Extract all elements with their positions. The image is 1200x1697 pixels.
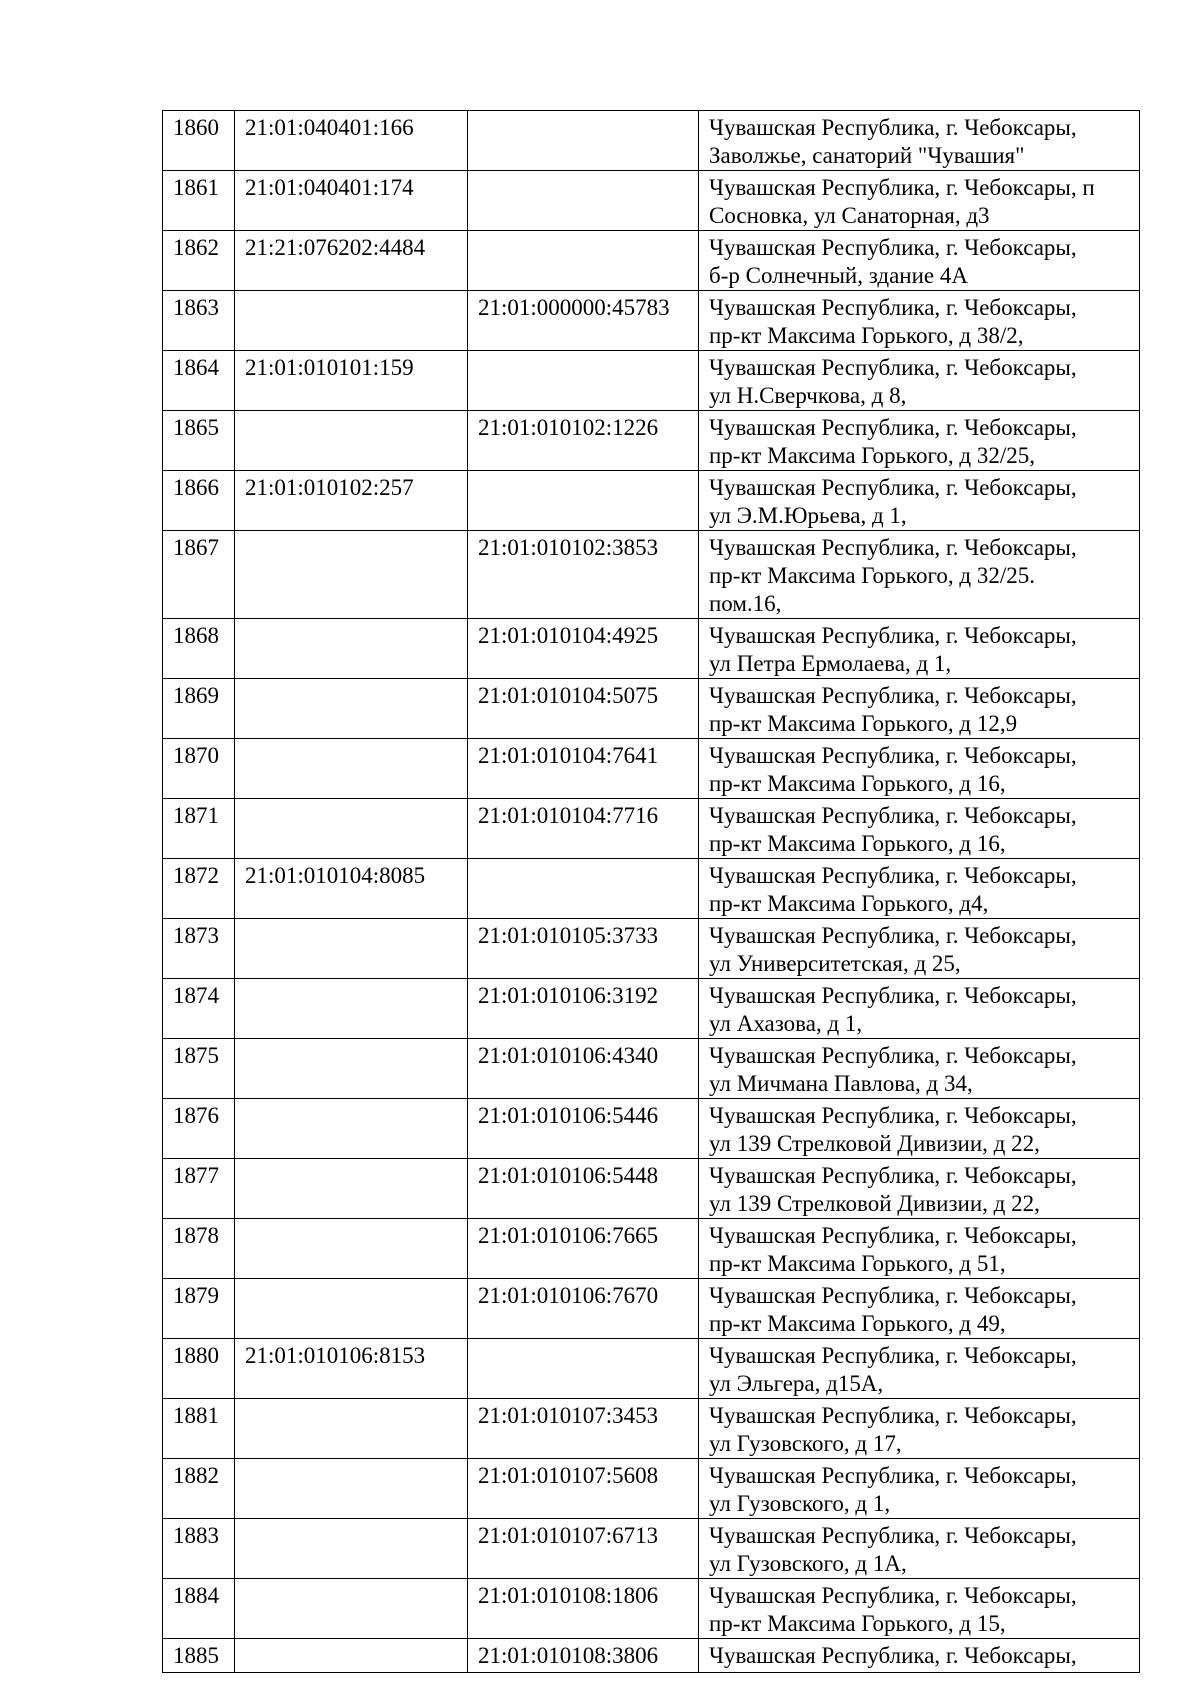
- related-cadastral-number-cell: 21:01:010108:3806: [468, 1639, 699, 1673]
- address-cell: [699, 231, 1140, 291]
- cadastral-number-cell: 21:01:040401:166: [235, 111, 468, 171]
- row-number-cell: 1865: [163, 411, 235, 471]
- address-cell: [699, 739, 1140, 799]
- address-line: Чувашская Республика, г. Чебоксары,: [709, 1403, 1077, 1428]
- row-number-cell: 1885: [163, 1639, 235, 1673]
- table-row: [163, 111, 1140, 171]
- related-cadastral-number-cell: 21:01:010106:5448: [468, 1159, 699, 1219]
- related-cadastral-number-cell: [468, 1339, 699, 1399]
- row-number-cell: 1877: [163, 1159, 235, 1219]
- related-cadastral-number-cell: 21:01:010107:3453: [468, 1399, 699, 1459]
- registry-table-body: [163, 111, 1140, 1673]
- row-number-cell: 1867: [163, 531, 235, 619]
- table-row: [163, 799, 1140, 859]
- row-number-cell: 1874: [163, 979, 235, 1039]
- address-line: ул Гузовского, д 1А,: [709, 1551, 907, 1576]
- row-number-cell: 1864: [163, 351, 235, 411]
- related-cadastral-number-cell: 21:01:010104:5075: [468, 679, 699, 739]
- address-cell: [699, 1399, 1140, 1459]
- address-line: пр-кт Максима Горького, д 38/2,: [709, 323, 1024, 348]
- address-cell: [699, 1639, 1140, 1673]
- cadastral-number-cell: 21:21:076202:4484: [235, 231, 468, 291]
- cadastral-number-cell: [235, 1279, 468, 1339]
- address-line: ул Университетская, д 25,: [709, 951, 961, 976]
- related-cadastral-number-cell: 21:01:010104:4925: [468, 619, 699, 679]
- address-line: Чувашская Республика, г. Чебоксары,: [709, 743, 1077, 768]
- address-line: пр-кт Максима Горького, д 12,9: [709, 711, 1018, 736]
- row-number-cell: 1868: [163, 619, 235, 679]
- address-cell: [699, 1099, 1140, 1159]
- address-line: ул 139 Стрелковой Дивизии, д 22,: [709, 1191, 1040, 1216]
- address-cell: [699, 531, 1140, 619]
- table-row: [163, 171, 1140, 231]
- address-line: Чувашская Республика, г. Чебоксары,: [709, 295, 1077, 320]
- related-cadastral-number-cell: 21:01:010106:7665: [468, 1219, 699, 1279]
- address-line: Чувашская Республика, г. Чебоксары,: [709, 623, 1077, 648]
- table-row: [163, 1399, 1140, 1459]
- address-cell: [699, 111, 1140, 171]
- address-line: Чувашская Республика, г. Чебоксары,: [709, 475, 1077, 500]
- cadastral-number-cell: [235, 1639, 468, 1673]
- row-number-cell: 1880: [163, 1339, 235, 1399]
- address-line: Чувашская Республика, г. Чебоксары,: [709, 983, 1077, 1008]
- address-line: ул Мичмана Павлова, д 34,: [709, 1071, 973, 1096]
- related-cadastral-number-cell: 21:01:010106:7670: [468, 1279, 699, 1339]
- cadastral-number-cell: [235, 291, 468, 351]
- address-cell: [699, 1459, 1140, 1519]
- address-line: Чувашская Республика, г. Чебоксары,: [709, 235, 1077, 260]
- row-number-cell: 1879: [163, 1279, 235, 1339]
- address-line: Чувашская Республика, г. Чебоксары, п: [709, 175, 1095, 200]
- related-cadastral-number-cell: 21:01:010104:7716: [468, 799, 699, 859]
- address-cell: [699, 471, 1140, 531]
- address-line: пр-кт Максима Горького, д 49,: [709, 1311, 1006, 1336]
- cadastral-number-cell: [235, 739, 468, 799]
- cadastral-number-cell: [235, 411, 468, 471]
- table-row: [163, 531, 1140, 619]
- row-number-cell: 1881: [163, 1399, 235, 1459]
- cadastral-number-cell: [235, 1039, 468, 1099]
- related-cadastral-number-cell: 21:01:010104:7641: [468, 739, 699, 799]
- related-cadastral-number-cell: 21:01:010106:3192: [468, 979, 699, 1039]
- address-cell: [699, 1339, 1140, 1399]
- table-row: [163, 291, 1140, 351]
- table-row: [163, 351, 1140, 411]
- address-line: б-р Солнечный, здание 4А: [709, 263, 968, 288]
- table-row: [163, 739, 1140, 799]
- table-row: [163, 679, 1140, 739]
- cadastral-number-cell: [235, 919, 468, 979]
- address-cell: [699, 351, 1140, 411]
- row-number-cell: 1876: [163, 1099, 235, 1159]
- registry-table: [162, 110, 1140, 1673]
- row-number-cell: 1873: [163, 919, 235, 979]
- table-row: [163, 1339, 1140, 1399]
- cadastral-number-cell: [235, 1519, 468, 1579]
- address-line: Чувашская Республика, г. Чебоксары,: [709, 683, 1077, 708]
- row-number-cell: 1875: [163, 1039, 235, 1099]
- row-number-cell: 1882: [163, 1459, 235, 1519]
- address-cell: [699, 1279, 1140, 1339]
- row-number-cell: 1860: [163, 111, 235, 171]
- cadastral-number-cell: [235, 679, 468, 739]
- address-line: пр-кт Максима Горького, д4,: [709, 891, 989, 916]
- address-line: Чувашская Республика, г. Чебоксары,: [709, 355, 1077, 380]
- related-cadastral-number-cell: 21:01:010105:3733: [468, 919, 699, 979]
- table-row: [163, 619, 1140, 679]
- table-row: [163, 471, 1140, 531]
- table-row: [163, 979, 1140, 1039]
- address-line: Чувашская Республика, г. Чебоксары,: [709, 1223, 1077, 1248]
- row-number-cell: 1870: [163, 739, 235, 799]
- address-line: ул Ахазова, д 1,: [709, 1011, 863, 1036]
- address-line: Чувашская Республика, г. Чебоксары,: [709, 1583, 1077, 1608]
- table-row: [163, 1279, 1140, 1339]
- address-cell: [699, 1039, 1140, 1099]
- row-number-cell: 1862: [163, 231, 235, 291]
- table-row: [163, 1639, 1140, 1673]
- address-line: ул Гузовского, д 17,: [709, 1431, 902, 1456]
- address-line: пр-кт Максима Горького, д 32/25.: [709, 563, 1035, 588]
- related-cadastral-number-cell: 21:01:010102:3853: [468, 531, 699, 619]
- address-line: Чувашская Республика, г. Чебоксары,: [709, 115, 1077, 140]
- related-cadastral-number-cell: 21:01:010108:1806: [468, 1579, 699, 1639]
- address-line: пр-кт Максима Горького, д 16,: [709, 831, 1006, 856]
- address-line: Чувашская Республика, г. Чебоксары,: [709, 1103, 1077, 1128]
- address-cell: [699, 979, 1140, 1039]
- address-cell: [699, 171, 1140, 231]
- address-cell: [699, 1579, 1140, 1639]
- table-row: [163, 1519, 1140, 1579]
- related-cadastral-number-cell: [468, 859, 699, 919]
- address-cell: [699, 859, 1140, 919]
- row-number-cell: 1878: [163, 1219, 235, 1279]
- row-number-cell: 1861: [163, 171, 235, 231]
- address-cell: [699, 1219, 1140, 1279]
- address-line: пом.16,: [709, 591, 782, 616]
- table-row: [163, 231, 1140, 291]
- related-cadastral-number-cell: 21:01:000000:45783: [468, 291, 699, 351]
- address-line: пр-кт Максима Горького, д 15,: [709, 1611, 1006, 1636]
- address-cell: [699, 799, 1140, 859]
- cadastral-number-cell: 21:01:010102:257: [235, 471, 468, 531]
- address-line: ул Петра Ермолаева, д 1,: [709, 651, 952, 676]
- table-row: [163, 1159, 1140, 1219]
- address-line: Сосновка, ул Санаторная, д3: [709, 203, 990, 228]
- address-cell: [699, 919, 1140, 979]
- address-line: ул 139 Стрелковой Дивизии, д 22,: [709, 1131, 1040, 1156]
- address-line: ул Н.Сверчкова, д 8,: [709, 383, 907, 408]
- address-line: Заволжье, санаторий "Чувашия": [709, 143, 1025, 168]
- row-number-cell: 1871: [163, 799, 235, 859]
- address-cell: [699, 619, 1140, 679]
- cadastral-number-cell: [235, 1099, 468, 1159]
- row-number-cell: 1883: [163, 1519, 235, 1579]
- related-cadastral-number-cell: 21:01:010107:6713: [468, 1519, 699, 1579]
- address-line: пр-кт Максима Горького, д 32/25,: [709, 443, 1035, 468]
- address-line: пр-кт Максима Горького, д 16,: [709, 771, 1006, 796]
- cadastral-number-cell: [235, 1159, 468, 1219]
- table-row: [163, 859, 1140, 919]
- address-line: пр-кт Максима Горького, д 51,: [709, 1251, 1006, 1276]
- related-cadastral-number-cell: 21:01:010107:5608: [468, 1459, 699, 1519]
- cadastral-number-cell: [235, 619, 468, 679]
- table-row: [163, 1459, 1140, 1519]
- related-cadastral-number-cell: [468, 351, 699, 411]
- cadastral-number-cell: [235, 1399, 468, 1459]
- table-row: [163, 919, 1140, 979]
- address-line: Чувашская Республика, г. Чебоксары,: [709, 1463, 1077, 1488]
- related-cadastral-number-cell: 21:01:010106:5446: [468, 1099, 699, 1159]
- address-line: ул Эльгера, д15А,: [709, 1371, 884, 1396]
- address-cell: [699, 1519, 1140, 1579]
- address-line: Чувашская Республика, г. Чебоксары,: [709, 535, 1077, 560]
- address-line: ул Э.М.Юрьева, д 1,: [709, 503, 907, 528]
- table-row: [163, 1039, 1140, 1099]
- table-row: [163, 1579, 1140, 1639]
- related-cadastral-number-cell: [468, 111, 699, 171]
- table-row: [163, 1219, 1140, 1279]
- address-cell: [699, 679, 1140, 739]
- row-number-cell: 1869: [163, 679, 235, 739]
- address-line: Чувашская Республика, г. Чебоксары,: [709, 1343, 1077, 1368]
- row-number-cell: 1866: [163, 471, 235, 531]
- cadastral-number-cell: [235, 1579, 468, 1639]
- address-line: Чувашская Республика, г. Чебоксары,: [709, 1043, 1077, 1068]
- address-cell: [699, 411, 1140, 471]
- cadastral-number-cell: [235, 979, 468, 1039]
- cadastral-number-cell: [235, 799, 468, 859]
- address-line: ул Гузовского, д 1,: [709, 1491, 891, 1516]
- cadastral-number-cell: 21:01:010106:8153: [235, 1339, 468, 1399]
- row-number-cell: 1863: [163, 291, 235, 351]
- related-cadastral-number-cell: [468, 231, 699, 291]
- related-cadastral-number-cell: [468, 471, 699, 531]
- address-line: Чувашская Республика, г. Чебоксары,: [709, 863, 1077, 888]
- address-line: Чувашская Республика, г. Чебоксары,: [709, 923, 1077, 948]
- cadastral-number-cell: [235, 1459, 468, 1519]
- address-line: Чувашская Республика, г. Чебоксары,: [709, 1163, 1077, 1188]
- cadastral-number-cell: [235, 531, 468, 619]
- row-number-cell: 1872: [163, 859, 235, 919]
- address-cell: [699, 291, 1140, 351]
- related-cadastral-number-cell: [468, 171, 699, 231]
- table-row: [163, 411, 1140, 471]
- cadastral-number-cell: 21:01:010101:159: [235, 351, 468, 411]
- row-number-cell: 1884: [163, 1579, 235, 1639]
- address-line: Чувашская Республика, г. Чебоксары,: [709, 415, 1077, 440]
- cadastral-number-cell: [235, 1219, 468, 1279]
- address-line: Чувашская Республика, г. Чебоксары,: [709, 1523, 1077, 1548]
- address-line: Чувашская Республика, г. Чебоксары,: [709, 1283, 1077, 1308]
- address-line: Чувашская Республика, г. Чебоксары,: [709, 1643, 1077, 1668]
- cadastral-number-cell: 21:01:010104:8085: [235, 859, 468, 919]
- address-cell: [699, 1159, 1140, 1219]
- related-cadastral-number-cell: 21:01:010106:4340: [468, 1039, 699, 1099]
- address-line: Чувашская Республика, г. Чебоксары,: [709, 803, 1077, 828]
- related-cadastral-number-cell: 21:01:010102:1226: [468, 411, 699, 471]
- cadastral-number-cell: 21:01:040401:174: [235, 171, 468, 231]
- table-row: [163, 1099, 1140, 1159]
